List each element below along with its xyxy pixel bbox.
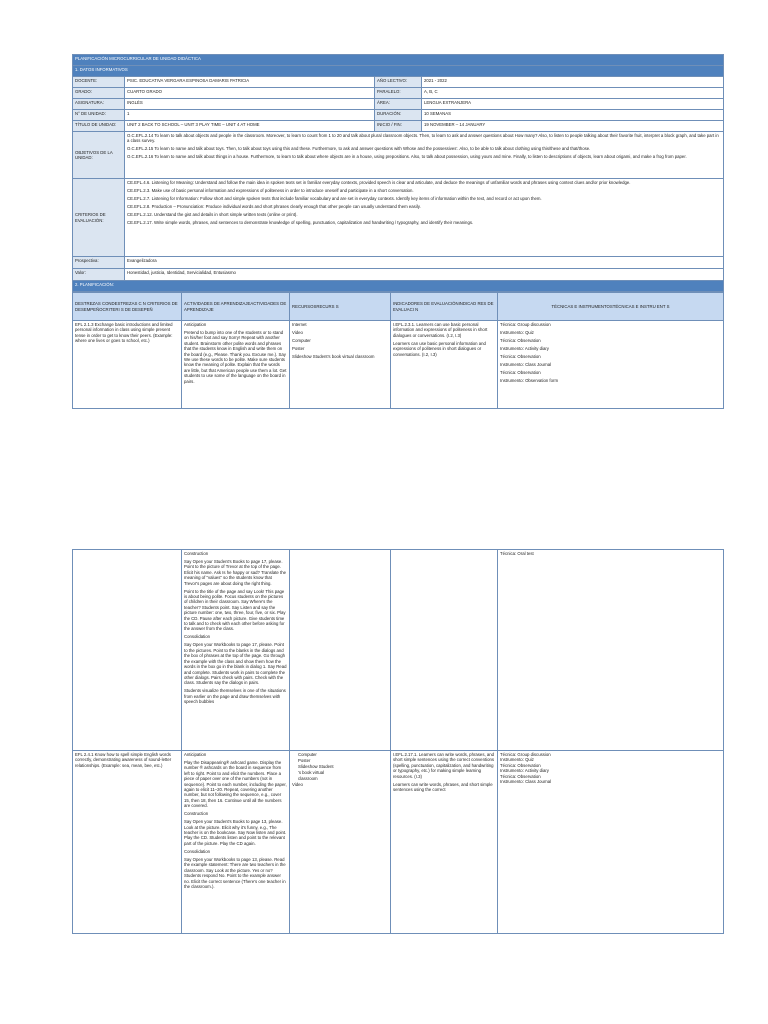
recurso-item: • Slideshow Student	[298, 764, 388, 769]
activity-text: Say Open your Workbooks to page 13, please. Read the example statement: There are two teachers in the classroom. Say Look at the picture. Yes or no? Students respond No. Point to the example answer no. Elicit the correct sentence (There's one teacher in the classroom.).	[184, 856, 286, 889]
recursos-list	[292, 752, 388, 781]
activity-text: Pretend to bump into one of the students or to stand on his/her foot and say Sorry! Repeat with another student. Brainstorm other polite words and phrases that the students know in English and write them on the board (e.g., Please. Thank you. Excuse me.). Say We use these words to be polite. Make sure students know the meaning of polite. Explain that the words are little, but that American people use them a lot. Get students to use some of the language on the board in pairs.	[184, 330, 287, 384]
criterio-item: CE.EFL.2.3. Make use of basic personal information and expressions of politeness in order to introduce oneself and participate in a short conversation.	[127, 188, 414, 193]
titulo-value: UNIT 2 BACK TO SCHOOL – UNIT 3 PLAY TIME – UNIT 4 AT HOME	[125, 121, 375, 132]
indicadores-cell	[391, 550, 498, 751]
col-destrezas-header: DESTREZAS CONDESTREZAS C N CRITERIOS DE DESEMPEÑOCRITERI S DE DESEPEÑ	[73, 293, 182, 321]
area-value: LENGUA EXTRANJERA	[422, 99, 724, 110]
indicador-item: Learners can write words, phrases, and short simple sentences using the correct	[393, 781, 493, 793]
recurso-item: Poster	[292, 346, 305, 351]
tecnica-item: Técnica: Group discussion	[500, 322, 551, 327]
activity-text: Play the Disappearing® ashcard game. Display the number ® ashcards on the board in sequence from left to right. Point to and elicit the numbers. Place a piece of paper over one of the numbers (not in sequence). Point to each number, including the paper, again to elicit 11–20. Repeat, covering another number, but not following the sequence, e.g., cover 15, then 18, then 16. Continue until all the numbers are covered.	[184, 760, 287, 809]
planificacion-table-continued	[72, 549, 724, 934]
tecnica-item: Técnica: Observation	[500, 773, 541, 779]
grado-value: CUARTO GRADO	[125, 88, 375, 99]
asignatura-label: ASIGNATURA:	[73, 99, 125, 110]
criterios-label: CRITERIOS DE EVALUACIÓN:	[73, 179, 125, 257]
tecnica-item: Técnica: Observation	[500, 354, 541, 359]
tecnica-item: Instrumento: Observation form	[500, 378, 559, 383]
objetivos-list	[125, 132, 724, 179]
inicio-label: INICIO / FIN:	[375, 121, 422, 132]
destreza-cell	[73, 550, 182, 751]
valor-value: Honestidad, justicia, Identidad, Servicialidad, Entusiasmo	[125, 269, 724, 281]
anio-value: 2021 - 2022	[422, 77, 724, 88]
tecnica-item: Técnica: Observation	[500, 338, 541, 343]
recurso-item: • 's book virtual	[298, 770, 388, 775]
recursos-cell	[290, 751, 391, 934]
tecnica-item: Instrumento: Class Journal	[500, 362, 552, 367]
tecnicas-cell	[498, 321, 724, 409]
area-label: ÁREA:	[375, 99, 422, 110]
col-recursos-header: RECURSOSRECURS S	[290, 293, 391, 321]
activity-text: Point to the title of the page and say Look! This page is about being polite. Focus students on the pictures of children in their classroom. Say Where's the teacher? Students point. Say Listen and say the picture number: one, two, three, four, five, or six. Play the CD. Pause after each picture. Give students time to talk and to check with each other before asking for the answer from the class.	[184, 588, 286, 632]
planning-title: PLANIFICACIÓN MICROCURRICULAR DE UNIDAD DIDÁCTICA	[73, 55, 724, 66]
activity-text: Say Open your Student's Books to page 17, please. Point to the picture of Trevor at the top of the page. Elicit his name. Ask Is he happy or sad? Translate the meaning of "values" so the students know that Trevor's pages are about doing the right thing.	[184, 559, 286, 586]
criterio-item: CE.EFL.2.7. Listening for Information: Follow short and simple spoken texts that include familiar vocabulary and are set in everyday contexts. Identify key items of information within the text, and record or act upon them.	[127, 196, 542, 201]
tecnicas-cell	[498, 751, 724, 934]
datos-informativos-table	[72, 54, 724, 292]
planificacion-table	[72, 292, 724, 409]
asignatura-value: INGLÉS	[125, 99, 375, 110]
paralelo-label: PARALELO:	[375, 88, 422, 99]
indicadores-cell	[391, 321, 498, 409]
col-actividades-header: ACTIVIDADES DE APRENDIZAJEACTIVIDADES DE APRENDIZAJE	[182, 293, 290, 321]
recurso-item: • Computer	[298, 752, 388, 757]
criterio-item: CE.EFL.4.6. Listening for Meaning: Understand and follow the main idea in spoken texts set in familiar everyday contexts, provided speech is clear and articulate, and deduce the meanings of unfamiliar words and phrases using context clues and/or prior knowledge.	[127, 180, 631, 185]
criterio-item: CE.EFL.2.17. Write simple words, phrases, and sentences to demonstrate knowledge of spelling, punctuation, capitalization and handwriting / typography, and identify their meanings.	[127, 220, 474, 225]
tecnica-item: Técnica: Observation	[500, 370, 541, 375]
col-indicadores-header: INDICADORES DE EVALUACIÓNINDICAD RES DE EVALUACI N	[391, 293, 498, 321]
tecnica-item: Técnica: Group discussion	[500, 752, 551, 757]
phase-label: Anticipation	[184, 752, 207, 757]
phase-label: Construction	[184, 551, 209, 556]
titulo-label: TÍTULO DE UNIDAD:	[73, 121, 125, 132]
duracion-value: 10 SEMANAS	[422, 110, 724, 121]
activity-text: Say Open your Workbooks to page 17, please. Point to the pictures. Point to the blanks in the dialogs and the box of phrases at the top of the page. Go through the example with the class and show them how the words in the box go in the blank in dialog 1. Say Read and complete. Students work in pairs to complete the other dialogs. Pairs check with pairs. Check with the class. Students say the dialogs in pairs.	[184, 642, 287, 686]
recurso-item: Video	[292, 782, 303, 787]
page-1	[72, 54, 723, 409]
page-2	[72, 549, 723, 934]
tecnica-item: Instrumento: Activity diary	[500, 346, 549, 351]
objetivos-label: OBJETIVOS DE LA UNIDAD:	[73, 132, 125, 179]
actividades-cell	[182, 751, 290, 934]
unidad-value: 1	[125, 110, 375, 121]
valor-label: Valor:	[73, 269, 125, 281]
phase-label: Consolidation	[184, 634, 211, 640]
actividades-cell	[182, 321, 290, 409]
anio-label: AÑO LECTIVO:	[375, 77, 422, 88]
destreza-cell: EFL 2.4.1 Know how to spell simple English words correctly, demonstrating awareness of sound-letter relationships. (Example: sea, mean, bee, etc.)	[73, 751, 182, 934]
recurso-item: • classroom	[298, 776, 388, 781]
phase-label: Anticipation	[184, 322, 207, 327]
recurso-item: • Poster	[298, 758, 388, 763]
actividades-cell	[182, 550, 290, 751]
docente-label: DOCENTE:	[73, 77, 125, 88]
recurso-item: Video	[292, 330, 303, 335]
criterios-list	[125, 179, 724, 257]
indicadores-cell	[391, 751, 498, 934]
recursos-cell	[290, 550, 391, 751]
unidad-label: N° DE UNIDAD:	[73, 110, 125, 121]
grado-label: GRADO:	[73, 88, 125, 99]
destreza-cell: EFL 2.1.3 Exchange basic introductions and limited personal information in class using simple present tense in order to get to know their peers. (Example: where one lives or goes to school, etc.)	[73, 321, 182, 409]
docente-value: PSIC. EDUCATIVA VERGARA ESPINOSA DAMARIS PATRICIA	[125, 77, 375, 88]
paralelo-value: A, B, C	[422, 88, 724, 99]
col-tecnicas-header: TÉCNICAS E INSTRUMENTOSTÉCNICAS E INSTRU ENT S	[498, 293, 724, 321]
objetivo-item: O.C.EFL.2.14 To learn to talk about objects and people in the classroom. Moreover, to learn to count from 1 to 20 and talk about plural classroom objects. Then, to learn to ask and answer questions about How many? Also, to listen to people talking about their favorite fruit, interpret a block graph, and take part in a class survey.	[127, 133, 719, 144]
tecnica-item: Instrumento: Quiz	[500, 330, 534, 335]
recurso-item: Computer	[292, 338, 311, 343]
recurso-item: Slideshow Student's book virtual classroom	[292, 354, 375, 359]
section-planificacion: 2. PLANIFICACIÓN:	[73, 281, 724, 292]
activity-text: Students visualize themselves in one of the situations from earlier on the page and draw themselves with speech bubbles	[184, 688, 286, 705]
tecnica-item: Técnica: Observation	[500, 762, 541, 768]
objetivo-item: O.C.EFL.2.15 To learn to name and talk about toys. Then, to talk about toys using this and these. Furthermore, to ask and answer questions with Whose and the possessives'. Also, to be able to talk about clothing using this/these and that/those.	[127, 146, 591, 152]
criterio-item: CE.EFL.2.12. Understand the gist and details in short simple written texts (online or print).	[127, 212, 298, 217]
tecnica-item: Instrumento: Activity diary	[500, 768, 549, 774]
prospectiva-label: Prospectiva:	[73, 257, 125, 269]
prospectiva-value: Evangelizadora	[125, 257, 724, 269]
activity-text: Say Open your Student's Books to page 13, please. Look at the picture. Elicit why it's funny, e.g., The teacher is on the bookcase. Say Now listen and point. Play the CD. Students listen and point to the relevant part of the picture. Play the CD again.	[184, 819, 287, 846]
duracion-label: DURACIÓN:	[375, 110, 422, 121]
tecnicas-cell: Técnica: Oral test	[498, 550, 724, 751]
indicador-item: I.EFL.2.3.1. Learners can use basic personal information and expressions of politeness in short dialogues or conversations. (I.2, I.3)	[393, 322, 488, 338]
tecnica-item: Instrumento: Quiz	[500, 757, 534, 763]
recurso-item: Internet	[292, 322, 307, 327]
section-datos-informativos: 1. DATOS INFORMATIVOS	[73, 66, 724, 77]
objetivo-item: O.C.EFL.2.16 To learn to name and talk about things in a house. Furthermore, to learn to talk about where objects are in a house, using prepositions. Also, to talk about possession, using yours and mine. Finally, to listen to descriptions of objects, learn about origami, and make a frog from paper.	[127, 154, 687, 160]
inicio-value: 19 NOVEMBER – 14 JANUARY	[422, 121, 724, 132]
indicador-item: I.EFL.2.17.1. Learners can write words, phrases, and short simple sentences using the correct conventions (spelling, punctuation, capitalization, and handwriting or typography, etc.) for making simple learning resources. (I.3)	[393, 752, 495, 779]
phase-label: Consolidation	[184, 848, 211, 854]
phase-label: Construction	[184, 811, 209, 817]
recursos-cell	[290, 321, 391, 409]
indicador-item: Learners can use basic personal information and expressions of politeness in short dialogues or conversations. (I.2, I.3)	[393, 340, 486, 357]
criterio-item: CE.EFL.2.8. Production – Pronunciation: Produce individual words and short phrases clearly enough that other people can usually understand them easily.	[127, 204, 421, 209]
tecnica-item: Instrumento: Class Journal	[500, 779, 552, 785]
